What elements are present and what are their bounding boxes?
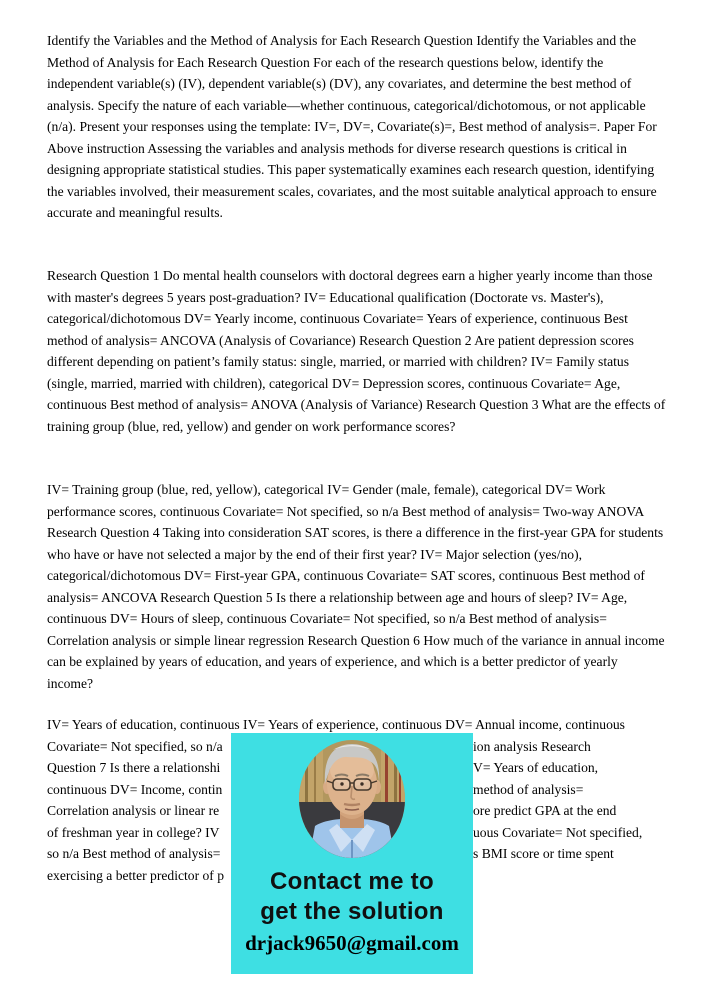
paragraph-questions-3-6: IV= Training group (blue, red, yellow), categorical IV= Gender (male, female), categorical DV= Work performance scores, continuous Covariate= Not specified, so n/a Best method of analysis= Two-way ANOVA Research Question 4 Taking into consideration SAT scores, is there a difference in the first-year GPA for students who have or have not selected a major by the end of their first year? IV= Major selection (yes/no), categorical/dichotomous DV= First-year GPA, continuous Covariate= SAT scores, continuous Best method of analysis= ANCOVA Research Question 5 Is there a relationship between age and hours of sleep? IV= Age, continuous DV= Hours of sleep, continuous Covariate= Not specified, so n/a Best method of analysis= Correlation analysis or simple linear regression Research Question 6 How much of the variance in annual income can be explained by years of education, and years of experience, and which is a better predictor of yearly income? bbox=[47, 482, 665, 691]
text-fragment-right: method of analysis= bbox=[473, 781, 584, 797]
text-fragment-right: ore predict GPA at the end bbox=[473, 803, 617, 818]
text-fragment-left: Correlation analysis or linear re bbox=[47, 803, 220, 818]
ad-heading-line1: Contact me to bbox=[270, 868, 434, 895]
text-fragment-right: V= Years of education, bbox=[473, 760, 599, 775]
text-fragment-left: continuous DV= Income, contin bbox=[47, 781, 223, 797]
text-fragment-left: so n/a Best method of analysis= bbox=[47, 846, 221, 861]
text-fragment-right: uous Covariate= Not specified, bbox=[473, 824, 643, 840]
ad-heading-line2: get the solution bbox=[260, 898, 444, 925]
text-fragment-left: of freshman year in college? IV bbox=[47, 824, 220, 840]
elderly-man-portrait-photo bbox=[299, 740, 405, 858]
text-fragment-left: Question 7 Is there a relationshi bbox=[47, 760, 221, 775]
text-fragment-right: ion analysis Research bbox=[473, 738, 591, 754]
text-fragment-right: s BMI score or time spent bbox=[473, 846, 614, 861]
text-fragment: IV= Years of education, continuous IV= Years of experience, continuous DV= Annual income, continuous bbox=[47, 717, 625, 732]
contact-ad-overlay bbox=[231, 733, 473, 974]
paragraph-intro: Identify the Variables and the Method of Analysis for Each Research Question Identify the Variables and the Method of Analysis for Each Research Question For each of the research questions below, identify the independent variable(s) (IV), dependent variable(s) (DV), any covariates, and determine the best method of analysis. Specify the nature of each variable—whether continuous, categorical/dichotomous, or not applicable (n/a). Present your responses using the template: IV=, DV=, Covariate(s)=, Best method of analysis=. Paper For Above instruction Assessing the variables and analysis methods for diverse research questions is critical in designing appropriate statistical studies. This paper systematically examines each research question, identifying the variables involved, their measurement scales, covariates, and the most suitable analytical approach to ensure accurate and meaningful results. bbox=[47, 33, 657, 220]
ad-email-text: drjack9650@gmail.com bbox=[245, 931, 459, 955]
paragraph-questions-1-3: Research Question 1 Do mental health counselors with doctoral degrees earn a higher yearly income than those with master's degrees 5 years post-graduation? IV= Educational qualification (Doctorate vs. Master's), categorical/dichotomous DV= Yearly income, continuous Covariate= Years of experience, continuous Best method of analysis= ANCOVA (Analysis of Covariance) Research Question 2 Are patient depression scores different depending on patient’s family status: single, married, or married with children? IV= Family status (single, married, married with children), categorical DV= Depression scores, continuous Covariate= Age, continuous Best method of analysis= ANOVA (Analysis of Variance) Research Question 3 What are the effects of training group (blue, red, yellow) and gender on work performance scores? bbox=[47, 268, 666, 434]
text-fragment: exercising a better predictor of p bbox=[47, 867, 225, 883]
text-fragment-left: Covariate= Not specified, so n/a bbox=[47, 738, 223, 754]
